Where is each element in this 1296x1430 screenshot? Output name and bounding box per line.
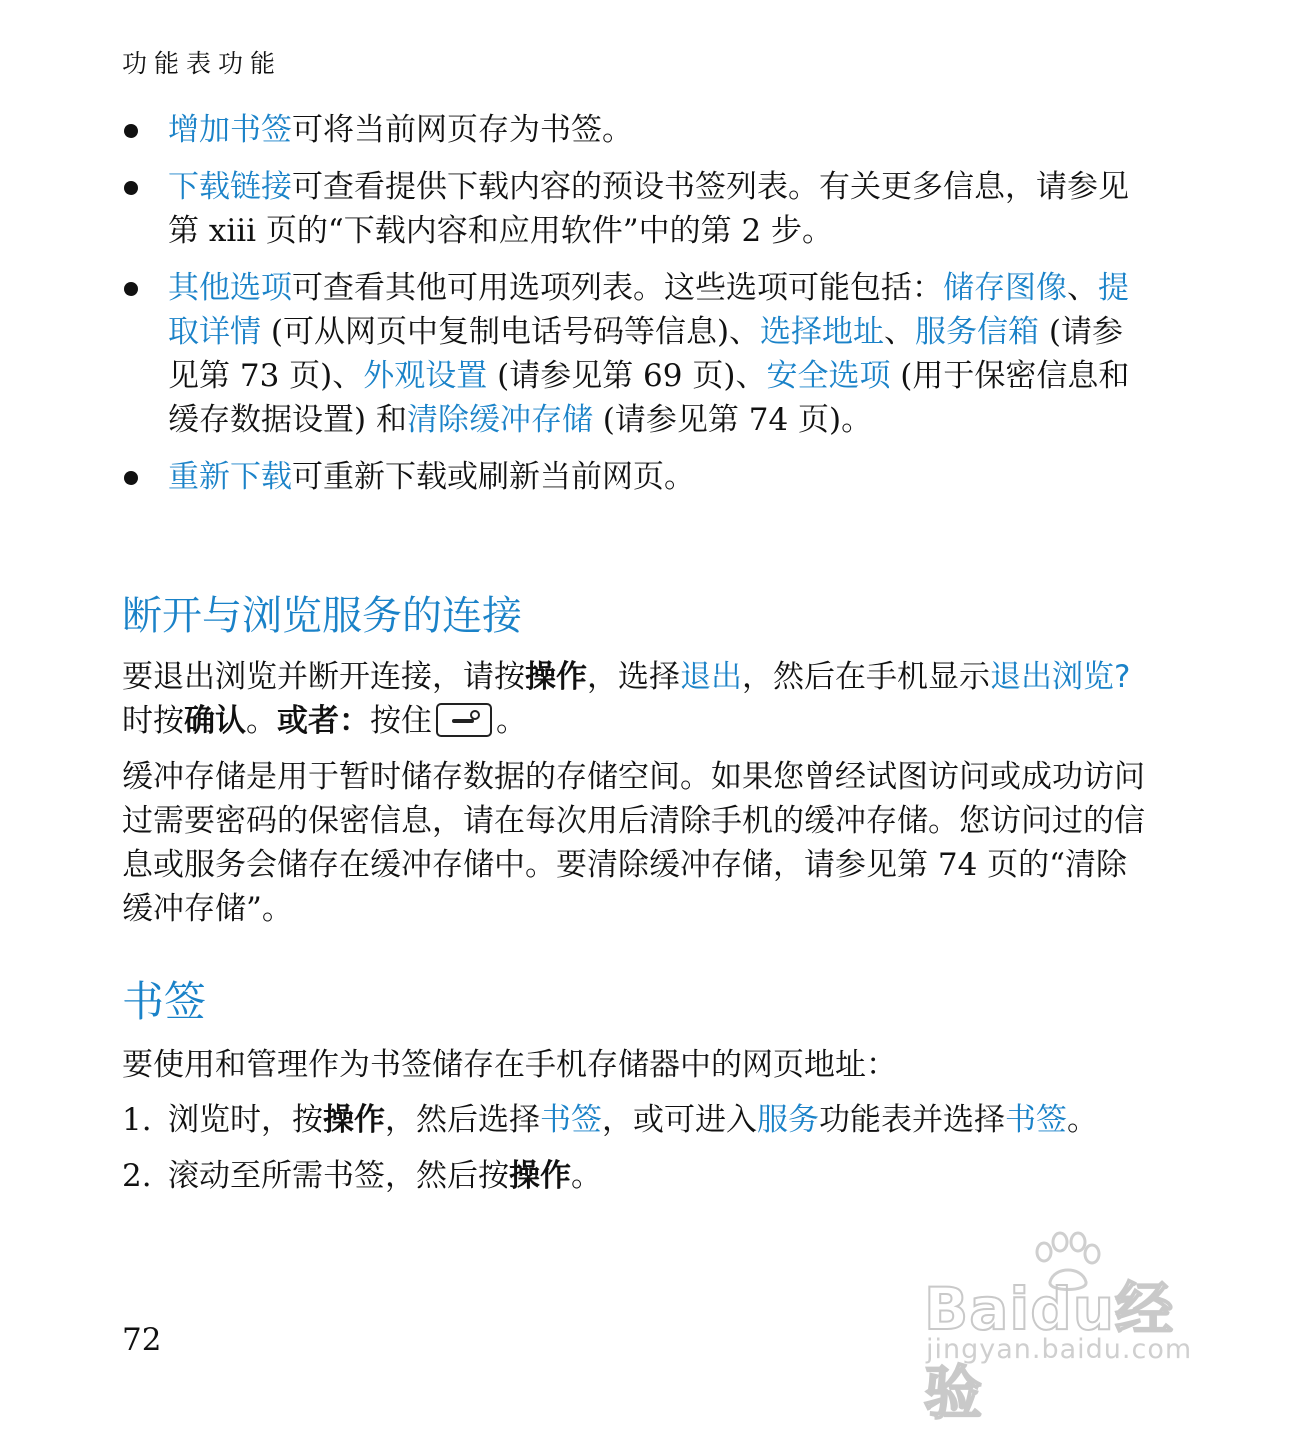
section-heading-disconnect: 断开与浏览服务的连接 [122, 593, 522, 639]
body-text: ，选择 [587, 659, 680, 695]
step-number: 2. [122, 1158, 152, 1194]
body-text: ，然后在手机显示 [742, 659, 990, 695]
body-text: ，然后选择 [385, 1102, 540, 1138]
body-text: 时按 [122, 703, 184, 739]
body-text: 功能表并选择 [819, 1102, 1005, 1138]
menu-bookmarks-link[interactable]: 书签 [1005, 1102, 1067, 1138]
disconnect-instructions [122, 655, 1152, 743]
step-item [122, 1098, 1152, 1142]
softkey-confirm-label: 确认 [184, 703, 246, 739]
menu-bookmarks-link[interactable]: 书签 [540, 1102, 602, 1138]
body-text: 浏览时，按 [168, 1102, 323, 1138]
step-item [122, 1154, 1152, 1198]
options-list [122, 108, 1152, 499]
step-number: 1. [122, 1102, 152, 1138]
option-description: 可重新下载或刷新当前网页。 [292, 459, 695, 495]
option-download-links[interactable]: 下载链接 [168, 169, 292, 205]
option-add-bookmark[interactable]: 增加书签 [168, 112, 292, 148]
alternative-label: 或者： [277, 703, 370, 739]
prompt-exit-browsing[interactable]: 退出浏览? [990, 659, 1131, 695]
option-description: 可查看提供下载内容的预设书签列表。有关更多信息，请参见第 xiii 页的“下载内容和应用软件”中的第 2 步。 [168, 169, 1129, 249]
bullet-section [122, 108, 1152, 512]
softkey-options-label: 操作 [323, 1102, 385, 1138]
list-item [122, 108, 1152, 152]
body-text: 。 [571, 1158, 602, 1194]
menu-exit-link[interactable]: 退出 [680, 659, 742, 695]
option-description: (可从网页中复制电话号码等信息)、 [261, 314, 761, 350]
option-select-address[interactable]: 选择地址 [760, 314, 885, 350]
cache-paragraph: 缓冲存储是用于暂时储存数据的存储空间。如果您曾经试图访问或成功访问过需要密码的保密信息，请在每次用后清除手机的缓冲存储。您访问过的信息或服务会储存在缓冲存储中。要清除缓冲存储，请参见第 74 页的“清除缓冲存储”。 [122, 759, 1145, 927]
list-item [122, 165, 1152, 253]
menu-services-link[interactable]: 服务 [757, 1102, 819, 1138]
option-appearance-settings[interactable]: 外观设置 [363, 358, 488, 394]
option-reload[interactable]: 重新下载 [168, 459, 292, 495]
page-number: 72 [122, 1322, 162, 1358]
baidu-watermark [920, 1230, 1220, 1427]
bookmark-steps [122, 1098, 1152, 1210]
bookmarks-intro: 要使用和管理作为书签储存在手机存储器中的网页地址： [122, 1047, 897, 1083]
option-other-options[interactable]: 其他选项 [168, 270, 292, 306]
body-text: 要退出浏览并断开连接，请按 [122, 659, 525, 695]
list-item [122, 266, 1152, 442]
separator-text: 、 [1067, 270, 1098, 306]
option-clear-cache[interactable]: 清除缓冲存储 [406, 402, 593, 438]
option-service-inbox[interactable]: 服务信箱 [915, 314, 1040, 350]
separator-text: 、 [884, 314, 916, 350]
softkey-options-label: 操作 [509, 1158, 571, 1194]
option-description: 可查看其他可用选项列表。这些选项可能包括： [292, 270, 943, 306]
body-text: 。 [246, 703, 277, 739]
option-description: (请参见第 73 页)、 [168, 314, 1123, 394]
option-description: (请参见第 69 页)、 [487, 358, 767, 394]
body-text: 。 [1067, 1102, 1098, 1138]
body-text: 按住 [370, 703, 432, 739]
softkey-options-label: 操作 [525, 659, 587, 695]
body-text: 。 [496, 703, 527, 739]
option-description: (请参见第 74 页)。 [592, 402, 873, 438]
running-header: 功能表功能 [122, 49, 283, 78]
watermark-logo: Baidu经验 [924, 1275, 1175, 1427]
option-save-image[interactable]: 储存图像 [943, 270, 1067, 306]
body-text: 滚动至所需书签，然后按 [168, 1158, 509, 1194]
option-description: (用于保密信息和缓存数据设置) 和 [168, 358, 1130, 438]
section-heading-bookmarks: 书签 [122, 977, 207, 1026]
option-security-options[interactable]: 安全选项 [766, 358, 891, 394]
list-item [122, 455, 1152, 499]
body-text: ，或可进入 [602, 1102, 757, 1138]
end-call-key-icon [436, 703, 492, 737]
option-extract-details[interactable]: 提取详情 [168, 270, 1129, 350]
watermark-url: jingyan.baidu.com [926, 1334, 1193, 1365]
option-description: 可将当前网页存为书签。 [292, 112, 633, 148]
